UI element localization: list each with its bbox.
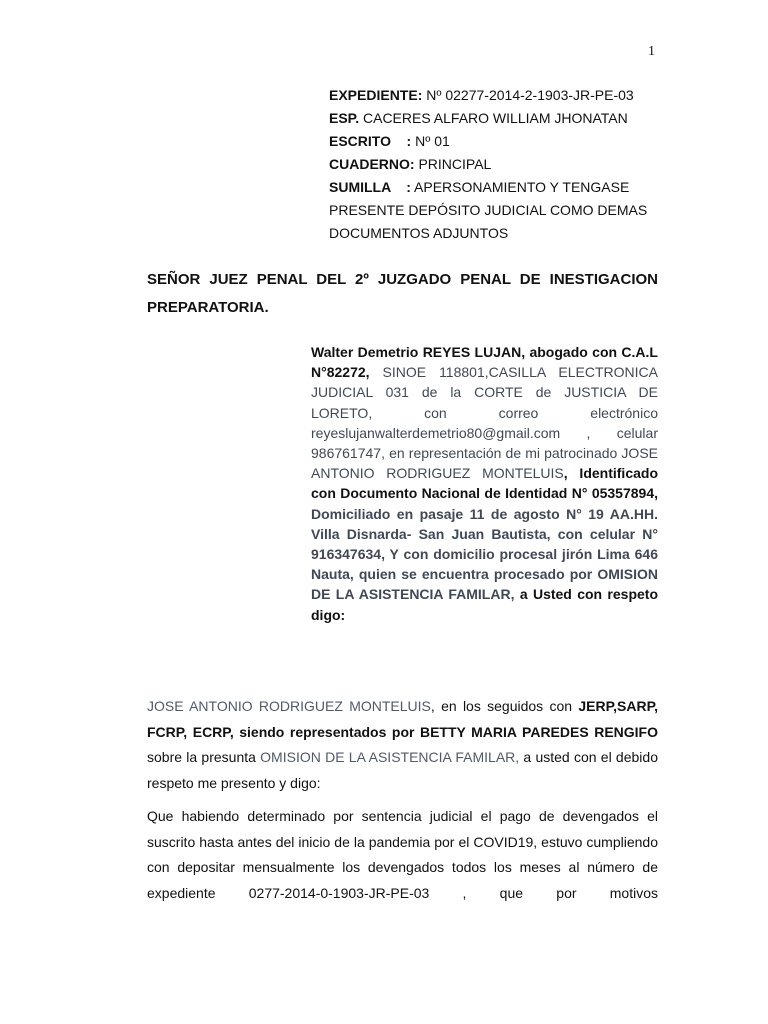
addressee-heading: SEÑOR JUEZ PENAL DEL 2º JUZGADO PENAL DE INESTIGACION PREPARATORIA. [147,271,658,316]
para1-represented: JERP,SARP, FCRP, ECRP, siendo representados por BETTY MARIA PAREDES RENGIFO [147,698,658,740]
paragraph-facts: Que habiendo determinado por sentencia judicial el pago de devengados el suscrito hasta antes del inicio de la pandemia por el COVID19, estuvo cumpliendo con depositar mensualmente los devengados todos los meses al número de expediente 0277-2014-0-1903-JR-PE-03 , que por motivos [147,808,658,901]
cuaderno-line [329,153,689,176]
lawyer-contact: SINOE 118801,CASILLA ELECTRONICA JUDICIAL 031 de la CORTE de JUSTICIA DE LORETO, con correo electrónico reyeslujanwalterdemetrio80@gmail.com , celular 986761747, [311,364,658,462]
escrito-line [329,130,689,153]
cuaderno-label: CUADERNO: [329,156,415,172]
client-address: Domiciliado en pasaje 11 de agosto N° 19 AA.HH. Villa Disnarda- San Juan Bautista, con celular N° 916347634, Y con domicilio procesal jirón Lima 646 Nauta, quien se encuentra procesado por OMISION DE LA ASISTENCIA FAMILAR, [311,505,658,603]
esp-value: CACERES ALFARO WILLIAM JHONATAN [359,110,628,126]
esp-label: ESP. [329,110,360,126]
paragraph-introduction [147,694,658,796]
expediente-label: EXPEDIENTE: [329,87,423,103]
sumilla-line [329,176,669,245]
para1-text-b: sobre la presunta [147,749,261,765]
cuaderno-value: PRINCIPAL [414,156,492,172]
expediente-value: Nº 02277-2014-2-1903-JR-PE-03 [422,87,634,103]
client-name: en representación de mi patrocinado JOSE ANTONIO RODRIGUEZ MONTELUIS [311,445,658,482]
escrito-value: Nº 01 [411,133,450,149]
client-id: , Identificado con Documento Nacional de Identidad N° 05357894, [311,465,658,502]
para1-text-a: , en los seguidos con [430,698,579,714]
case-header [329,84,689,245]
sumilla-value: APERSONAMIENTO Y TENGASE PRESENTE DEPÓSITO JUDICIAL COMO DEMAS DOCUMENTOS ADJUNTOS [329,179,648,241]
party-closing: a Usted con respeto digo: [311,586,658,623]
esp-line [329,107,689,130]
para1-text-c: a usted con el debido respeto me presento y digo: [147,749,658,791]
para1-name: JOSE ANTONIO RODRIGUEZ MONTELUIS [147,698,431,714]
page-number: 1 [648,44,655,59]
party-identification [311,342,658,625]
escrito-label: ESCRITO : [329,133,412,149]
sumilla-label: SUMILLA : [329,179,411,195]
para1-charge: OMISION DE LA ASISTENCIA FAMILAR, [260,749,520,765]
expediente-line [329,84,689,107]
lawyer-identification: Walter Demetrio REYES LUJAN, abogado con C.A.L N°82272, [311,344,658,381]
